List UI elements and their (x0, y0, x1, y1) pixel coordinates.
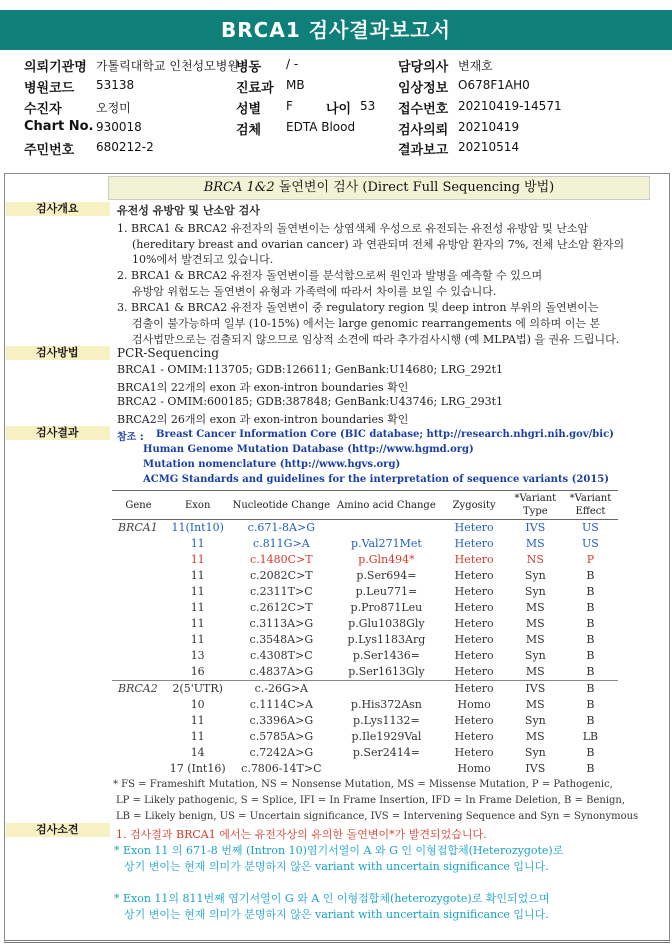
zygosity-cell: Hetero (454, 601, 494, 614)
conclusion-tag: 검사소견 (6, 823, 110, 837)
received-label: 접수번호 (398, 102, 449, 117)
table-row (112, 600, 618, 616)
gene-cell (112, 632, 165, 648)
variant-effect-cell: US (582, 537, 599, 550)
section-title-gene: BRCA 1&2 (203, 180, 275, 195)
variant-effect-cell: B (586, 698, 595, 711)
nucleotide-cell: c.811G>A (253, 537, 310, 550)
variant-effect-cell: LB (582, 730, 599, 743)
ref-line: Mutation nomenclature (http://www.hgvs.org) (143, 459, 401, 470)
gene-cell: BRCA1 (118, 521, 158, 534)
amino-acid-cell: p.Ser1436= (352, 649, 420, 662)
nucleotide-cell: c.7242A>G (249, 746, 314, 759)
ward-value: / - (286, 57, 299, 71)
amino-acid-cell: p.Lys1183Arg (347, 633, 426, 646)
zygosity-cell: Hetero (454, 521, 494, 534)
amino-acid-cell: p.Ser2414= (352, 746, 420, 759)
zygosity-cell: Hetero (454, 746, 494, 759)
exon-cell: 2(5'UTR) (165, 681, 230, 698)
variant-effect-cell: B (586, 665, 595, 678)
received-value: 20210419-14571 (458, 99, 562, 113)
table-row (112, 681, 618, 698)
table-header-row (112, 491, 618, 520)
section-title-rest: 돌연변이 검사 (Direct Full Sequencing 방법) (274, 180, 555, 195)
amino-acid-cell: p.Ser694= (356, 569, 417, 582)
hospital-code-value: 53138 (96, 78, 135, 92)
age-value: 53 (360, 99, 376, 113)
nucleotide-cell: c.3548A>G (249, 633, 314, 646)
variant-table (112, 490, 618, 777)
exon-cell: 14 (190, 746, 205, 759)
zygosity-cell: Homo (457, 762, 491, 775)
exon-cell: 11 (190, 730, 205, 743)
amino-acid-cell: p.Pro871Leu (350, 601, 423, 614)
variant-effect-cell: US (582, 521, 599, 534)
variant-type-cell: MS (525, 633, 545, 646)
gene-cell (112, 648, 165, 664)
institution-value: 가톨릭대학교 인천성모병원 (96, 59, 239, 73)
variant-effect-cell: B (563, 681, 618, 698)
nucleotide-cell: c.671-8A>G (247, 521, 315, 534)
conclusion-line: 상기 변이는 현재 의미가 분명하지 않은 variant with uncertain significance 입니다. (124, 860, 549, 873)
table-row (112, 552, 618, 568)
table-row (112, 648, 618, 664)
footnote-line: LB = Likely benign, US = Uncertain significance, IVS = Intervening Sequence and Syn = Synonymous (116, 811, 639, 822)
amino-acid-cell: p.Ile1929Val (351, 730, 422, 743)
zygosity-cell: Hetero (454, 730, 494, 743)
amino-acid-cell: p.Gln494* (358, 553, 415, 566)
overview-line: 검출이 불가능하며 일부 (10-15%) 에서는 large genomic rearrangements 에 의하며 이는 본 (132, 317, 601, 330)
method-tag: 검사방법 (6, 346, 110, 360)
conclusion-line: 1. 검사결과 BRCA1 에서는 유전자상의 유의한 돌연변이*가 발견되었습니다. (116, 828, 487, 841)
header-zygosity: Zygosity (440, 491, 507, 520)
exon-cell: 10 (190, 698, 205, 711)
ref-prefix: 참조 : (117, 432, 144, 443)
nucleotide-cell: c.2612C>T (250, 601, 313, 614)
patient-value: 오정미 (96, 101, 131, 115)
variant-type-cell: MS (525, 665, 545, 678)
result-tag: 검사결과 (6, 426, 110, 440)
table-row (112, 520, 618, 537)
ward-label: 병동 (236, 60, 262, 75)
overview-line: 3. BRCA1 & BRCA2 유전자 돌연변이 중 regulatory region 및 deep intron 부위의 돌연변이는 (117, 301, 599, 314)
overview-line: 1. BRCA1 & BRCA2 유전자의 돌연변이는 상염색체 우성으로 유전되는 유전성 유방암 및 난소암 (117, 222, 589, 235)
variant-effect-cell: B (586, 617, 595, 630)
gene-cell (112, 745, 165, 761)
variant-type-cell: Syn (524, 569, 546, 582)
gene-cell (112, 568, 165, 584)
zygosity-cell: Hetero (454, 714, 494, 727)
age-label: 나이 (326, 102, 352, 117)
nucleotide-cell: c.2082C>T (250, 569, 313, 582)
rrn-label: 주민번호 (24, 143, 75, 158)
exon-cell: 11 (190, 553, 205, 566)
overview-heading: 유전성 유방암 및 난소암 검사 (117, 204, 260, 217)
variant-type-cell: MS (525, 698, 545, 711)
chart-value: 930018 (96, 120, 142, 134)
method-line: BRCA1의 22개의 exon 과 exon-intron boundaries 확인 (117, 381, 409, 394)
physician-value: 변재호 (458, 59, 493, 73)
physician-label: 담당의사 (398, 60, 449, 75)
amino-acid-cell: p.Leu771= (355, 585, 418, 598)
exon-cell: 11 (190, 537, 205, 550)
amino-acid-cell: p.Val271Met (351, 537, 422, 550)
ref-line: Human Genome Mutation Database (http://www.hgmd.org) (143, 444, 474, 455)
exon-cell: 11 (190, 617, 205, 630)
zygosity-cell: Hetero (454, 537, 494, 550)
header-variant-effect: *Variant Effect (563, 491, 618, 520)
method-line: BRCA2 - OMIM:600185; GDB:387848; GenBank:U43746; LRG_293t1 (117, 395, 504, 408)
exon-cell: 11 (190, 585, 205, 598)
nucleotide-cell: c.5785A>G (249, 730, 314, 743)
amino-acid-cell (332, 520, 440, 537)
gene-cell (112, 664, 165, 681)
overview-line: 검사법만으로는 검출되지 않으므로 임상적 소견에 따라 추가검사시행 (예 MLPA법) 을 권유 드립니다. (132, 333, 620, 346)
gene-cell: BRCA2 (112, 681, 165, 698)
table-row (112, 632, 618, 648)
variant-effect-cell: P (586, 553, 595, 566)
overview-line: 10%에서 발견되고 있습니다. (132, 253, 274, 266)
method-line: BRCA1 - OMIM:113705; GDB:126611; GenBank:U14680; LRG_292t1 (117, 363, 504, 376)
specimen-value: EDTA Blood (286, 120, 356, 134)
overview-tag: 검사개요 (6, 202, 110, 216)
patient-label: 수진자 (24, 102, 62, 117)
zygosity-cell: Hetero (454, 553, 494, 566)
dept-label: 진료과 (236, 81, 274, 96)
section-title (108, 176, 650, 200)
request-value: 20210419 (458, 120, 520, 134)
variant-type-cell: NS (526, 553, 544, 566)
header-nucleotide: Nucleotide Change (230, 491, 332, 520)
exon-cell: 17 (Int16) (169, 762, 226, 775)
variant-type-cell: IVS (508, 681, 563, 698)
table-row (112, 713, 618, 729)
table-row (112, 664, 618, 681)
overview-line: 유방암 위험도는 돌연변이 유형과 가족력에 따라서 차이를 보일 수 있습니다. (132, 285, 497, 298)
report-title: BRCA1 검사결과보고서 (0, 10, 672, 50)
nucleotide-cell: c.1480C>T (250, 553, 313, 566)
zygosity-cell: Hetero (440, 681, 507, 698)
variant-effect-cell: B (586, 649, 595, 662)
nucleotide-cell: c.3113A>G (249, 617, 314, 630)
amino-acid-cell: p.Lys1132= (353, 714, 420, 727)
conclusion-line: * Exon 11 의 671-8 번째 (Intron 10)염기서열이 A 와 G 인 이형접합체(Heterozygote)로 (114, 844, 564, 857)
amino-acid-cell: p.His372Asn (350, 698, 422, 711)
report-label: 결과보고 (398, 143, 449, 158)
nucleotide-cell: c.4837A>G (249, 665, 314, 678)
gene-cell (112, 761, 165, 777)
header-gene: Gene (112, 491, 165, 520)
amino-acid-cell (332, 761, 440, 777)
exon-cell: 16 (190, 665, 205, 678)
gene-cell (112, 552, 165, 568)
zygosity-cell: Homo (457, 698, 491, 711)
variant-effect-cell: B (586, 762, 595, 775)
clinical-value: O678F1AH0 (458, 78, 530, 92)
variant-type-cell: MS (525, 537, 545, 550)
sex-value: F (286, 99, 293, 113)
gene-cell (112, 600, 165, 616)
rrn-value: 680212-2 (96, 140, 154, 154)
table-row (112, 568, 618, 584)
amino-acid-cell: p.Glu1038Gly (348, 617, 425, 630)
table-row (112, 761, 618, 777)
variant-effect-cell: B (586, 601, 595, 614)
gene-cell (112, 536, 165, 552)
sex-label: 성별 (236, 102, 262, 117)
exon-cell: 11(Int10) (171, 521, 224, 534)
table-row (112, 697, 618, 713)
method-line: PCR-Sequencing (117, 346, 219, 360)
amino-acid-cell (332, 681, 440, 698)
clinical-label: 임상정보 (398, 81, 449, 96)
variant-effect-cell: B (586, 746, 595, 759)
variant-effect-cell: B (586, 585, 595, 598)
variant-type-cell: IVS (525, 521, 546, 534)
overview-line: 2. BRCA1 & BRCA2 유전자 돌연변이를 분석함으로써 원인과 발병을 예측할 수 있으며 (117, 269, 543, 282)
hospital-code-label: 병원코드 (24, 81, 75, 96)
report-value: 20210514 (458, 140, 520, 154)
gene-cell (112, 729, 165, 745)
zygosity-cell: Hetero (454, 633, 494, 646)
overview-line: (hereditary breast and ovarian cancer) 과 연관되며 전체 유방암 환자의 7%, 전체 난소암 환자의 (132, 238, 625, 251)
nucleotide-cell: c.-26G>A (230, 681, 332, 698)
exon-cell: 13 (190, 649, 205, 662)
institution-label: 의뢰기관명 (24, 60, 87, 75)
exon-cell: 11 (190, 714, 205, 727)
zygosity-cell: Hetero (454, 585, 494, 598)
variant-type-cell: Syn (524, 746, 546, 759)
variant-type-cell: MS (525, 601, 545, 614)
method-line: BRCA2의 26개의 exon 과 exon-intron boundaries 확인 (117, 413, 409, 426)
amino-acid-cell: p.Ser1613Gly (348, 665, 425, 678)
table-row (112, 616, 618, 632)
request-label: 검사의뢰 (398, 123, 449, 138)
exon-cell: 11 (190, 633, 205, 646)
conclusion-line: * Exon 11의 811번째 염기서열이 G 와 A 인 이형접합체(heterozygote)로 확인되었으며 (114, 892, 550, 905)
variant-effect-cell: B (586, 569, 595, 582)
variant-type-cell: MS (525, 617, 545, 630)
zygosity-cell: Hetero (454, 569, 494, 582)
dept-value: MB (286, 78, 305, 92)
header-variant-type: *Variant Type (508, 491, 563, 520)
variant-type-cell: Syn (524, 649, 546, 662)
exon-cell: 11 (190, 601, 205, 614)
footnote-line: LP = Likely pathogenic, S = Splice, IFI = In Frame Insertion, IFD = In Frame Deletion, B = Benign, (116, 795, 626, 806)
footnote-line: * FS = Frameshift Mutation, NS = Nonsense Mutation, MS = Missense Mutation, P = Pathogenic, (113, 779, 613, 790)
nucleotide-cell: c.3396A>G (249, 714, 314, 727)
header-amino-acid: Amino acid Change (332, 491, 440, 520)
specimen-label: 검체 (236, 123, 262, 138)
nucleotide-cell: c.1114C>A (249, 698, 313, 711)
gene-cell (112, 697, 165, 713)
table-row (112, 745, 618, 761)
variant-type-cell: Syn (524, 714, 546, 727)
variant-type-cell: IVS (525, 762, 546, 775)
zygosity-cell: Hetero (454, 665, 494, 678)
header-exon: Exon (165, 491, 230, 520)
nucleotide-cell: c.4308T>C (250, 649, 313, 662)
table-row (112, 536, 618, 552)
gene-cell (112, 616, 165, 632)
variant-type-cell: Syn (524, 585, 546, 598)
variant-type-cell: MS (525, 730, 545, 743)
exon-cell: 11 (190, 569, 205, 582)
zygosity-cell: Hetero (454, 649, 494, 662)
zygosity-cell: Hetero (454, 617, 494, 630)
table-row (112, 584, 618, 600)
conclusion-line: 상기 변이는 현재 의미가 분명하지 않은 variant with uncertain significance 입니다. (124, 908, 549, 921)
ref-line: ACMG Standards and guidelines for the interpretation of sequence variants (2015) (143, 474, 609, 485)
nucleotide-cell: c.7806-14T>C (241, 762, 322, 775)
variant-effect-cell: B (586, 714, 595, 727)
gene-cell (112, 584, 165, 600)
gene-cell (112, 713, 165, 729)
chart-label: Chart No. (24, 119, 94, 134)
nucleotide-cell: c.2311T>C (250, 585, 313, 598)
table-row (112, 729, 618, 745)
variant-effect-cell: B (586, 633, 595, 646)
ref-line: Breast Cancer Information Core (BIC database; http://research.nhgri.nih.gov/bic) (156, 429, 614, 440)
